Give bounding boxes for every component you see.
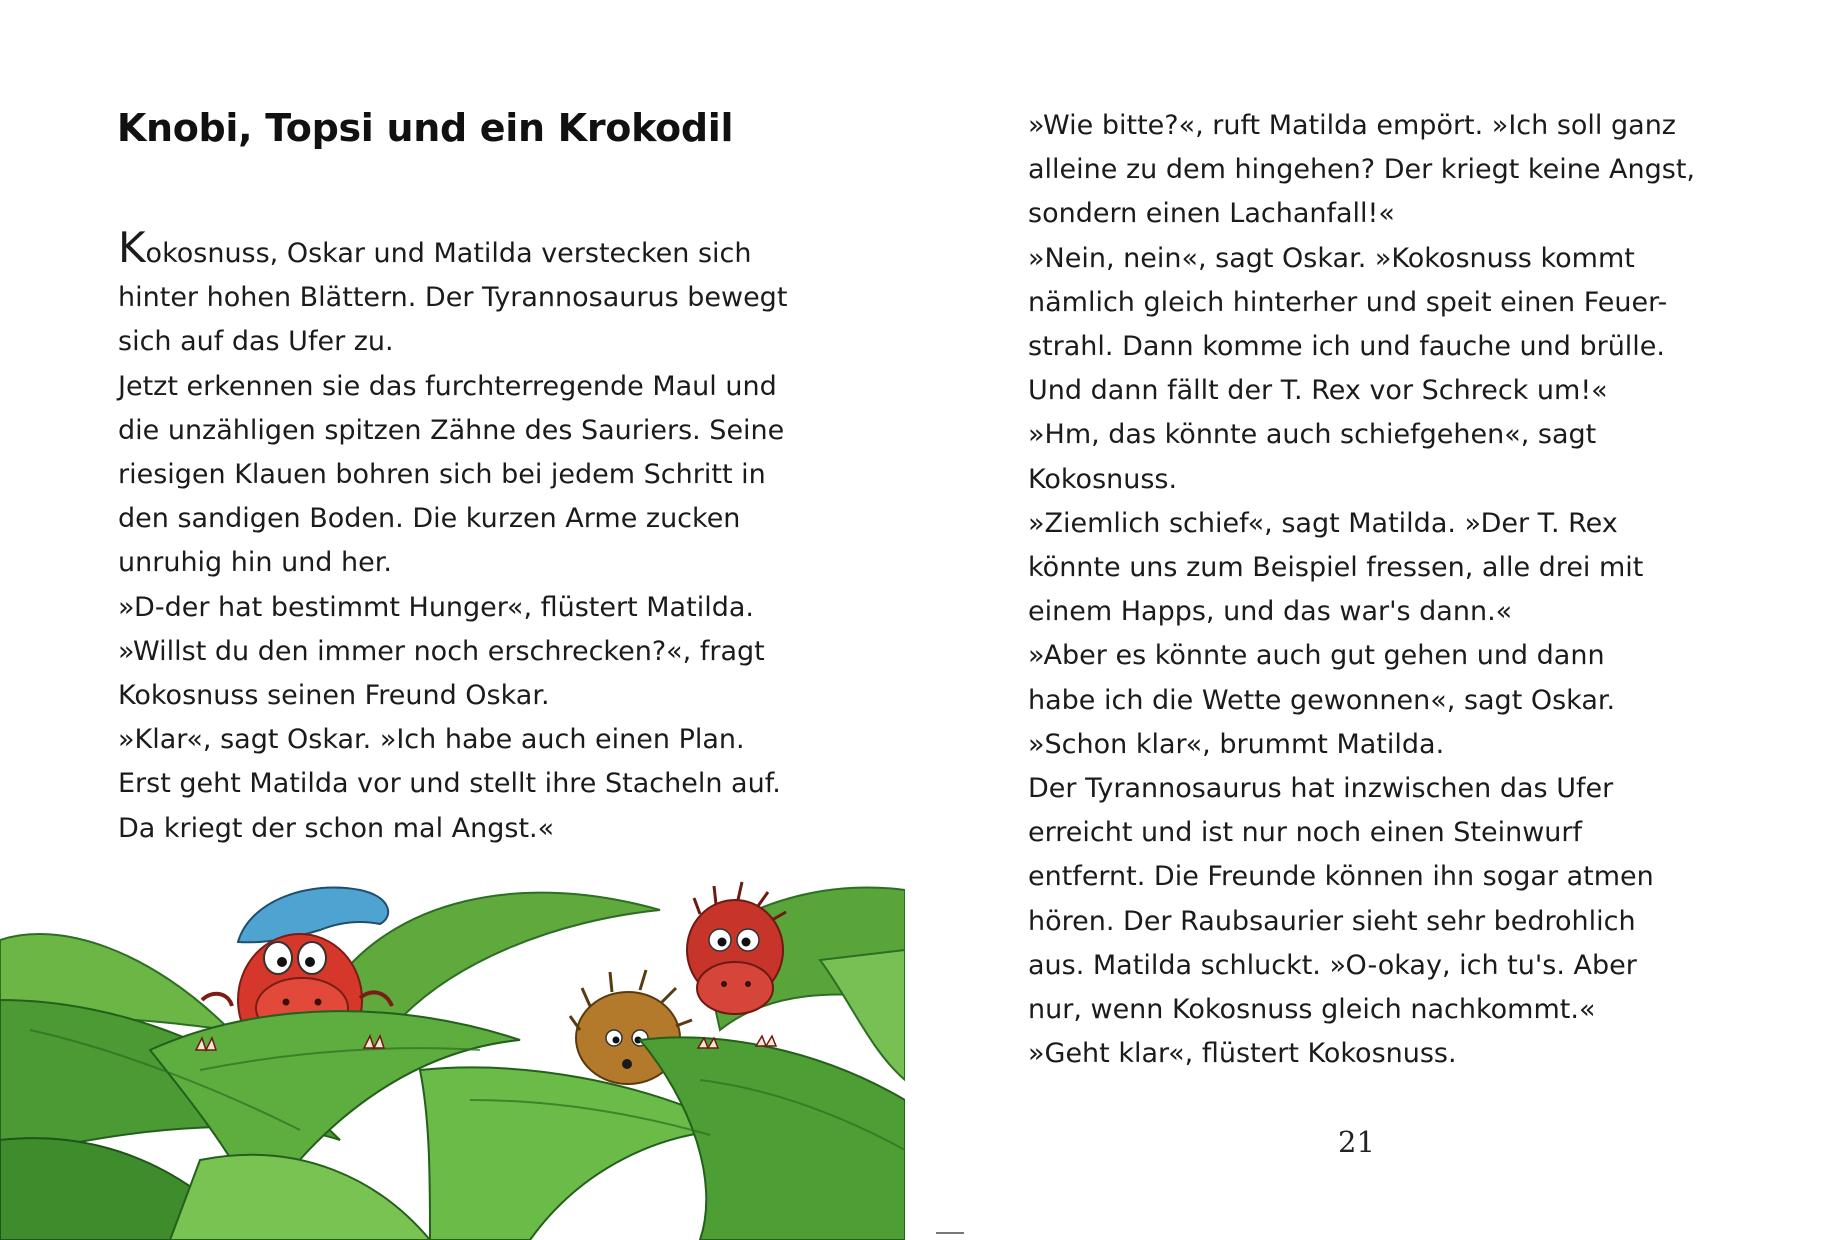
cap-icon: [238, 887, 388, 942]
text-line: sich auf das Ufer zu.: [118, 326, 394, 358]
page-number: 21: [1338, 1125, 1375, 1159]
text-line: habe ich die Wette gewonnen«, sagt Oskar.: [1028, 684, 1616, 716]
gutter-mark: [936, 1232, 964, 1234]
left-page: [0, 0, 905, 1240]
text-line: Kokosnuss seinen Freund Oskar.: [118, 680, 550, 712]
text-line: die unzähligen spitzen Zähne des Sauriers. Seine: [118, 414, 785, 446]
text-line: riesigen Klauen bohren sich bei jedem Schritt in: [118, 459, 766, 491]
text-line: Und dann fällt der T. Rex vor Schreck um!«: [1028, 375, 1608, 407]
text-line: »Ziemlich schief«, sagt Matilda. »Der T. Rex: [1028, 507, 1618, 539]
dragon-oskar: [687, 882, 786, 1014]
text-line: strahl. Dann komme ich und fauche und brülle.: [1028, 331, 1666, 363]
text-line: Jetzt erkennen sie das furchterregende Maul und: [118, 370, 777, 402]
text-line: »Geht klar«, flüstert Kokosnuss.: [1028, 1038, 1457, 1070]
leaf: [820, 950, 905, 1080]
text-line: Da kriegt der schon mal Angst.«: [118, 812, 555, 844]
right-page: [905, 0, 1830, 1240]
leaf: [640, 1038, 905, 1240]
text-line: den sandigen Boden. Die kurzen Arme zucken: [118, 503, 741, 535]
text-line: Der Tyrannosaurus hat inzwischen das Ufer: [1028, 773, 1614, 805]
text-line: »Schon klar«, brummt Matilda.: [1028, 728, 1445, 760]
chapter-title: Knobi, Topsi und ein Krokodil: [116, 106, 734, 150]
text-line: einem Happs, und das war's dann.«: [1028, 596, 1513, 628]
text-line: »Nein, nein«, sagt Oskar. »Kokosnuss kommt: [1028, 242, 1635, 274]
text-line: erreicht und ist nur noch einen Steinwurf: [1028, 817, 1583, 849]
text-line: alleine zu dem hingehen? Der kriegt keine Angst,: [1028, 154, 1695, 186]
jungle-illustration: [0, 880, 905, 1240]
drop-cap: K: [118, 223, 146, 272]
text-line: »Willst du den immer noch erschrecken?«, fragt: [118, 635, 765, 667]
text-line: unruhig hin und her.: [118, 547, 392, 579]
text-line: hören. Der Raubsaurier sieht sehr bedrohlich: [1028, 905, 1636, 937]
text-line: »Wie bitte?«, ruft Matilda empört. »Ich soll ganz: [1028, 110, 1676, 141]
left-page-text: [118, 223, 818, 851]
text-line: Erst geht Matilda vor und stellt ihre Stacheln auf.: [118, 768, 781, 800]
text-line: hinter hohen Blättern. Der Tyrannosaurus bewegt: [118, 282, 788, 314]
text-line: »Hm, das könnte auch schiefgehen«, sagt: [1028, 419, 1597, 451]
right-page-text: [1028, 104, 1788, 1076]
text-line: könnte uns zum Beispiel fressen, alle drei mit: [1028, 552, 1644, 584]
text-line: aus. Matilda schluckt. »O-okay, ich tu's. Aber: [1028, 949, 1637, 981]
text-line: »D-der hat bestimmt Hunger«, flüstert Matilda.: [118, 591, 754, 623]
text-line: Kokosnuss.: [1028, 463, 1178, 495]
text-line: nämlich gleich hinterher und speit einen Feuer-: [1028, 286, 1668, 318]
first-line: [118, 223, 818, 276]
text-line: nur, wenn Kokosnuss gleich nachkommt.«: [1028, 994, 1596, 1026]
first-line-rest: okosnuss, Oskar und Matilda verstecken sich: [145, 238, 752, 269]
text-line: »Aber es könnte auch gut gehen und dann: [1028, 640, 1605, 672]
text-line: »Klar«, sagt Oskar. »Ich habe auch einen Plan.: [118, 724, 745, 756]
text-line: entfernt. Die Freunde können ihn sogar atmen: [1028, 861, 1654, 893]
text-line: sondern einen Lachanfall!«: [1028, 198, 1395, 230]
leaf: [170, 1155, 430, 1240]
